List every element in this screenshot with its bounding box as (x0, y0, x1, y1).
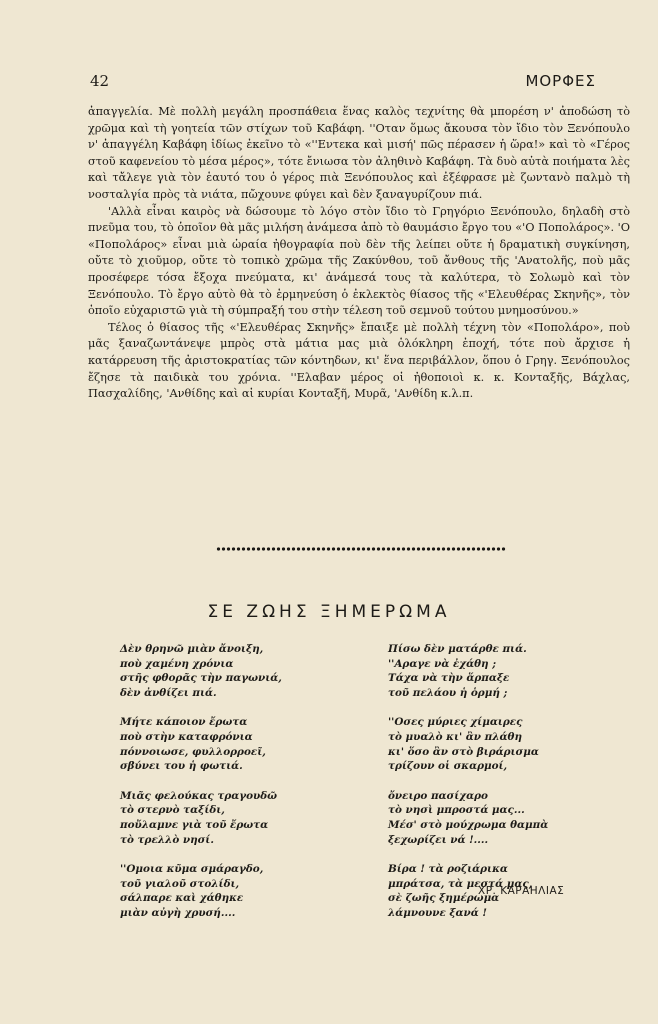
poem-author: ΧΡ. ΚΑΡΑΗΛΙΑΣ (478, 885, 565, 897)
poem-line: ξεχωρίζει νά !.... (388, 833, 489, 846)
stanza (120, 715, 320, 773)
poem-line: τοῦ γιαλοῦ στολίδι, (120, 877, 240, 890)
poem-line: σὲ ζωῆς ξημέρωμα (388, 892, 500, 905)
poem-line: τὸ νησὶ μπροστά μας... (388, 804, 525, 817)
article-text (88, 104, 630, 403)
prose-paragraph: ἀπαγγελία. Μὲ πολλὴ μεγάλη προσπάθεια ἕνας καλὸς τεχνίτης θὰ μπορέση ν' ἀποδώση τὸ χρῶμα καὶ τὴ γοητεία τῶν στίχων τοῦ Καβάφη. ''Οταν ὅμως ἄκουσα τὸν ἴδιο τὸν Ξενόπουλο ν' ἀπαγγέλη Καβάφη ἰδίως ἐκεῖνο τὸ «''Εντεκα καὶ μισή' πῶς πέρασεν ἡ ὥρα!» καὶ τὸ «Γέρος στοῦ καφενείου τὸ μέσα μέρος», τότε ἔνιωσα τὸν ἀληθινὸ Καβάφη. Τὰ δυὸ αὐτὰ ποιήματα λὲς καὶ τἄλεγε γιὰ τὸν ἑαυτό του ὁ γέρος πιὰ Ξενόπουλος καὶ ἐξέφρασε μὲ ζωντανὸ παλμὸ τὴ νοσταλγία πρὸς τὰ νιάτα, πὤχουνε φύγει καὶ δὲν ξαναγυρίζουν πιά. (88, 105, 630, 201)
poem-line: κι' ὅσο ἂν στὸ βιράρισμα (388, 745, 539, 758)
poem-line: τὸ τρελλὸ νησί. (120, 833, 214, 846)
stanza (388, 715, 588, 773)
dotted-divider (216, 546, 506, 552)
poem-column-left (120, 642, 320, 936)
poem-title: ΣΕ ΖΩΗΣ ΞΗΜΕΡΩΜΑ (207, 602, 451, 622)
stanza (120, 642, 320, 700)
poem-line: ποὺ χαμένη χρόνια (120, 657, 234, 670)
poem-line: Τάχα νὰ τὴν ἅρπαξε (388, 672, 510, 685)
poem-line: ὄνειρο πασίχαρο (388, 789, 488, 802)
poem-line: μιὰν αὐγὴ χρυσή.... (120, 906, 236, 919)
prose-paragraph: 'Αλλὰ εἶναι καιρὸς νὰ δώσουμε τὸ λόγο στὸν ἴδιο τὸ Γρηγόριο Ξενόπουλο, δηλαδὴ στὸ πνεῦμα του, τὸ ὁποῖον θὰ μᾶς μιλήση ἀνάμεσα ἀπὸ τὸ θαυμάσιο ἔργο του «'Ο Ποπολάρος». 'Ο «Ποπολάρος» εἶναι μιὰ ὡραία ἠθογραφία ποὺ δὲν τῆς λείπει οὔτε ἡ δραματικὴ συγκίνηση, οὔτε τὸ χιοῦμορ, οὔτε τὸ τοπικὸ χρῶμα τῆς Ζακύνθου, τοῦ ἄνθους τῆς 'Ανατολῆς, ποὺ μᾶς προσέφερε τόσα ἔξοχα πνεύματα, κι' ἀνάμεσά τους τὰ καλύτερα, τὸ Σολωμὸ καὶ τὸν Ξενόπουλο. Τὸ ἔργο αὐτὸ θὰ τὸ ἑρμηνεύση ὁ ἐκλεκτὸς θίασος τῆς «'Ελευθέρας Σκηνῆς», τὸν ὁποῖο εὐχαριστῶ γιὰ τὴ σύμπραξή του στὴν τέλεση τοῦ σεμνοῦ τούτου μνημοσύνου.» (88, 204, 630, 318)
poem-line: ''Αραγε νὰ ἐχάθη ; (388, 657, 497, 670)
poem-line: Πίσω δὲν ματάρθε πιά. (388, 643, 527, 655)
running-head: ΜΟΡΦΕΣ (525, 72, 596, 90)
prose-paragraph: Τέλος ὁ θίασος τῆς «'Ελευθέρας Σκηνῆς» ἔπαιξε μὲ πολλὴ τέχνη τὸν «Ποπολάρο», ποὺ μᾶς ξαναζωντάνεψε μπρὸς στὰ μάτια μας μιὰ ὁλόκληρη ἐποχή, τότε ποὺ ἄρχισε ἡ κατάρρευση τῆς ἀριστοκρατίας τῶν κόντηδων, κι' ἕνα περιβάλλον, ὅπου ὁ Γρηγ. Ξενόπουλος ἔζησε τὰ παιδικὰ του χρόνια. ''Ελαβαν μέρος οἱ ἠθοποιοὶ κ. κ. Κονταξῆς, Βάχλας, Πασχαλίδης, 'Ανθίδης καὶ αἱ κυρίαι Κονταξῆ, Μυρᾶ, 'Ανθίδη κ.λ.π. (88, 320, 630, 401)
poem-line: τρίζουν οἱ σκαρμοί, (388, 760, 508, 773)
poem-line: Δὲν θρηνῶ μιὰν ἄνοιξη, (120, 643, 264, 655)
poem-line: Μήτε κάποιον ἔρωτα (120, 716, 248, 729)
poem-line: σάλπαρε καὶ χάθηκε (120, 892, 244, 905)
poem-line: Μιᾶς φελούκας τραγουδῶ (120, 789, 278, 802)
poem-line: τοῦ πελάου ἡ ὁρμή ; (388, 686, 508, 699)
poem-line: ποὔλαμνε γιὰ τοῦ ἔρωτα (120, 818, 269, 831)
poem-line: στῆς φθορᾶς τὴν παγωνιά, (120, 672, 282, 685)
page-number: 42 (90, 72, 110, 90)
poem-line: σβύνει του ἡ φωτιά. (120, 760, 243, 773)
poem-line: μπράτσα, τὰ μεστά μας, (388, 877, 533, 890)
poem-line: τὸ στερνὸ ταξίδι, (120, 804, 225, 817)
stanza (120, 862, 320, 920)
poem-line: ''Οσες μύριες χίμαιρες (388, 716, 523, 729)
poem-line: Μέσ' στὸ μούχρωμα θαμπὰ (388, 818, 549, 831)
poem-line: λάμνουνε ξανά ! (388, 906, 487, 919)
stanza (388, 789, 588, 847)
stanza (120, 789, 320, 847)
poem-line: τὸ μυαλὸ κι' ἂν πλάθη (388, 730, 522, 743)
poem-line: ''Ομοια κῦμα σμάραγδο, (120, 863, 264, 876)
poem-line: δὲν ἀνθίζει πιά. (120, 686, 217, 699)
poem-line: ποὺ στὴν καταφρόνια (120, 730, 253, 743)
poem-line: πόννοιωσε, φυλλορροεῖ, (120, 745, 266, 758)
poem-line: Βίρα ! τὰ ροζιάρικα (388, 863, 508, 876)
stanza (388, 642, 588, 700)
